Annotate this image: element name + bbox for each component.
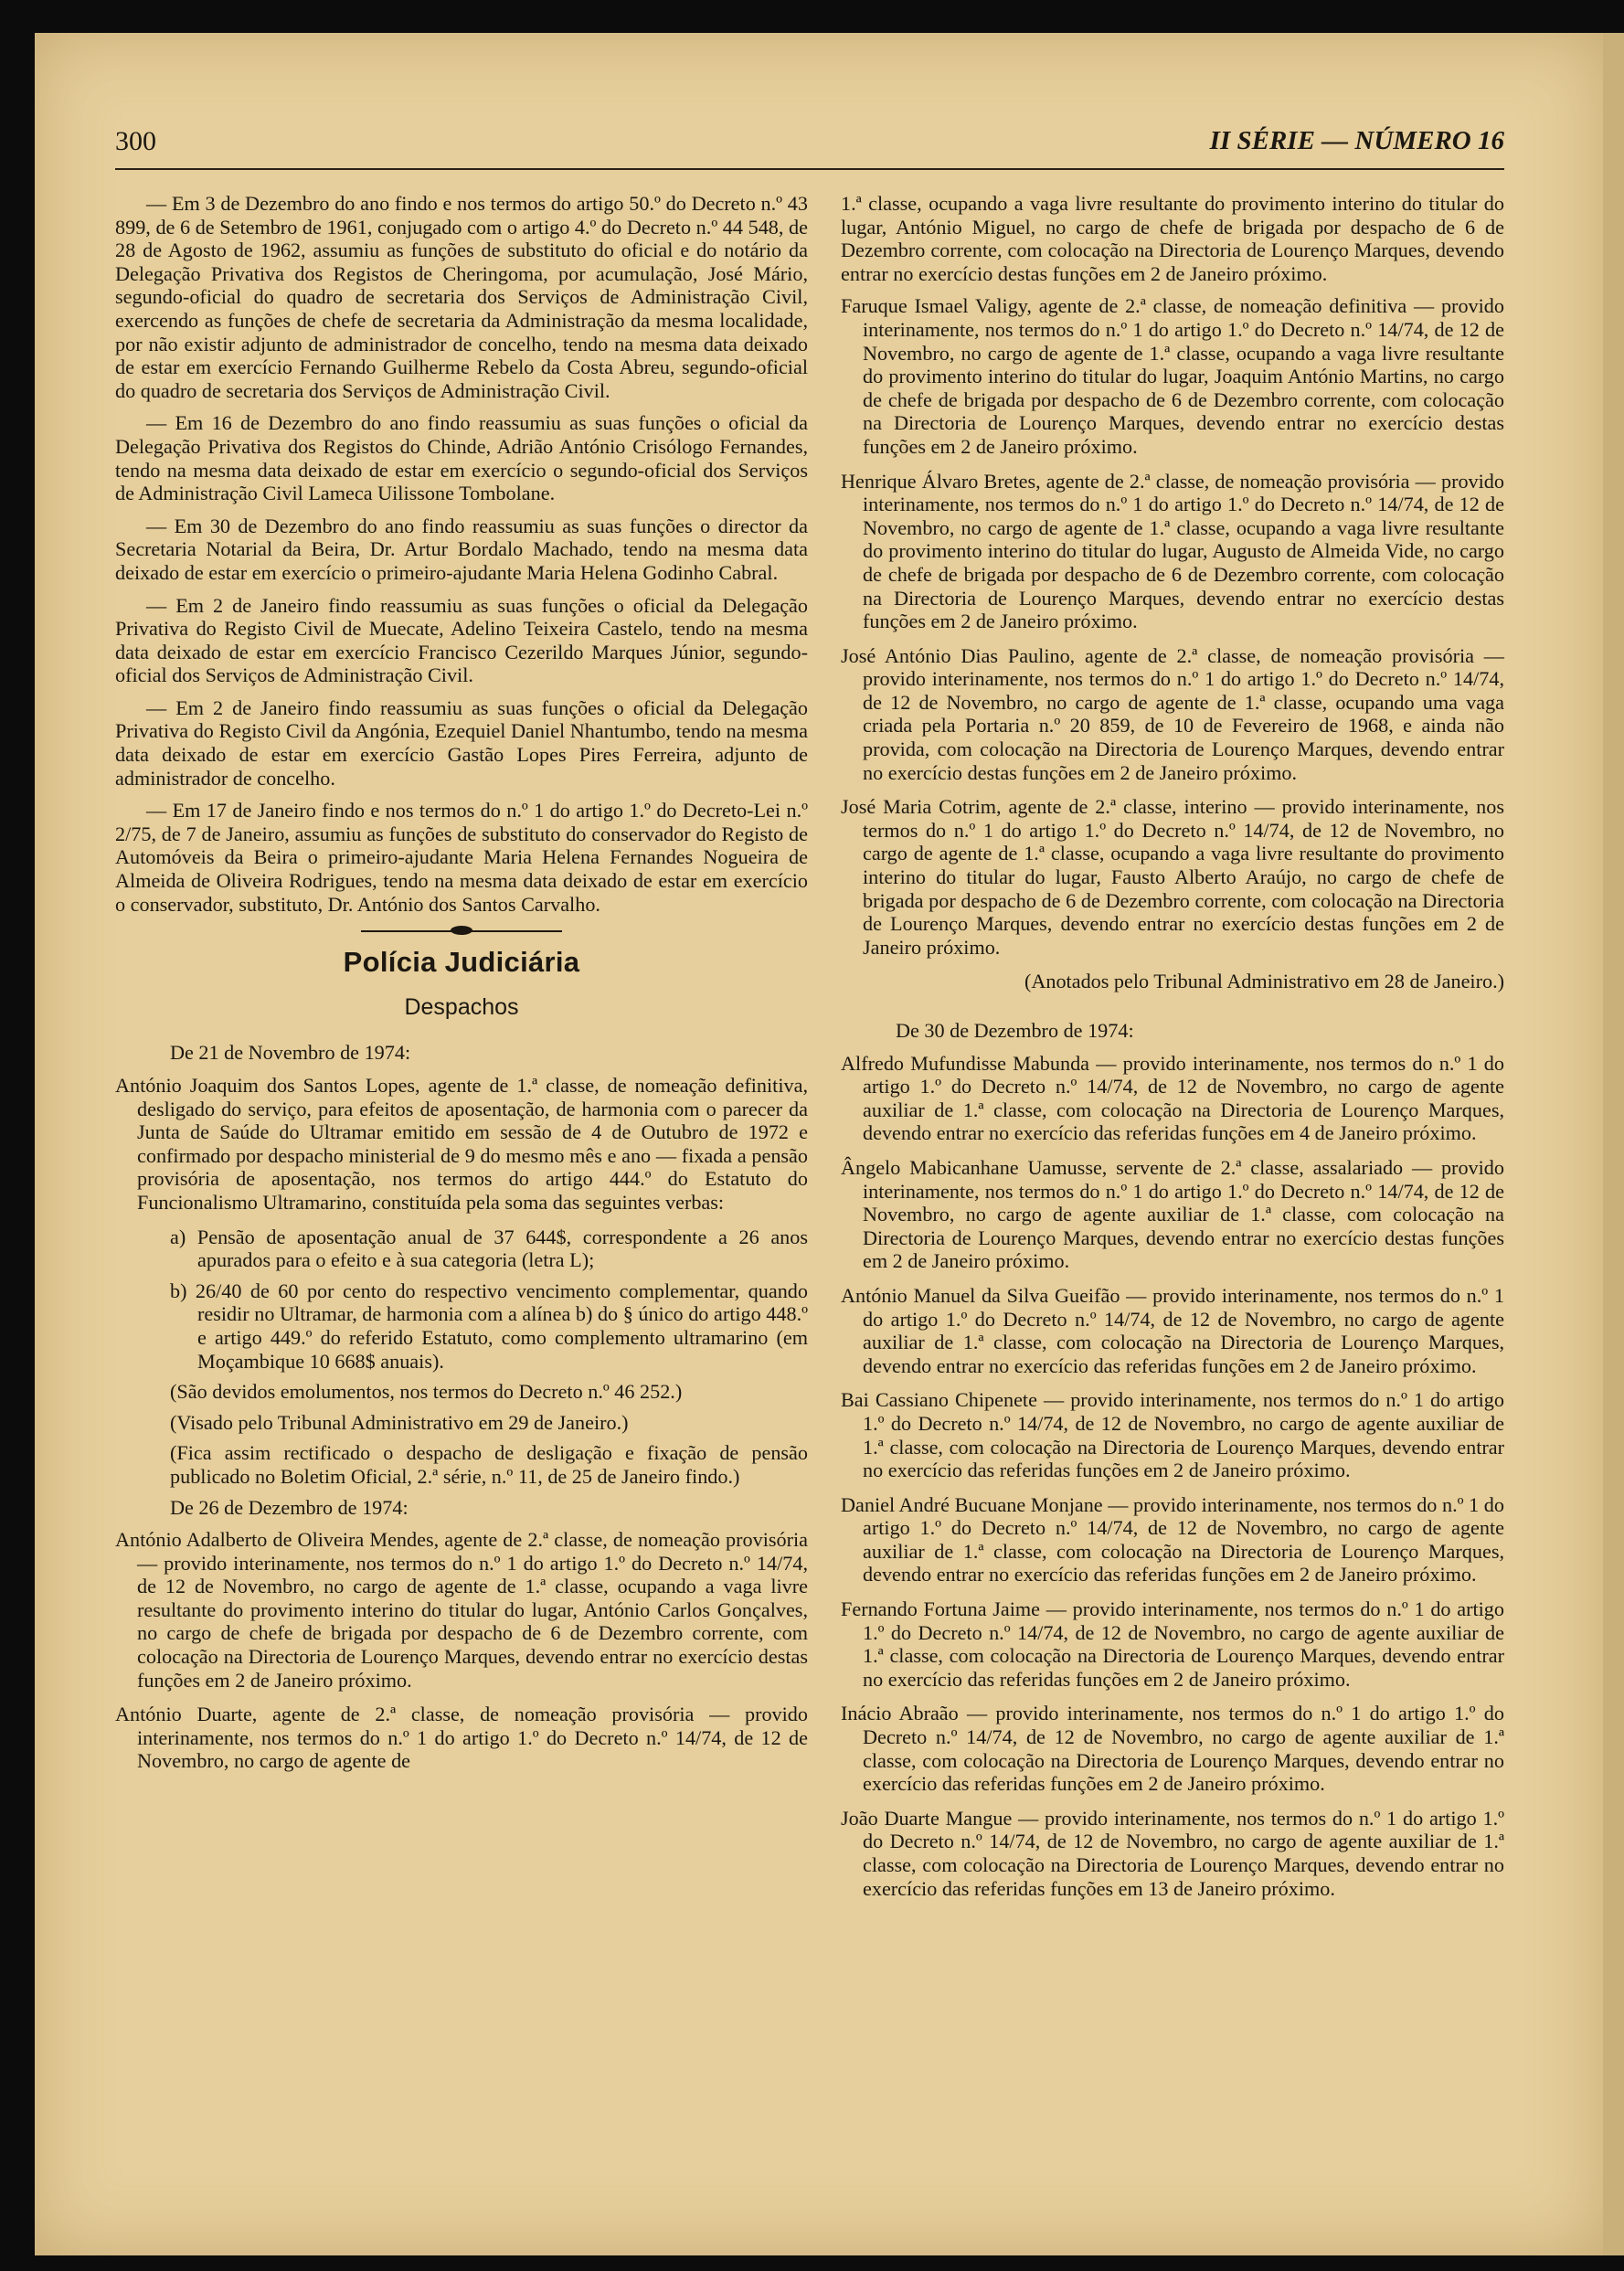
page-number: 300 (115, 126, 156, 156)
entry: António Duarte, agente de 2.ª classe, de nomeação provisória — provido interinamente, nos termos do n.º 1 do artigo 1.º do Decreto n.º 14/74, de 12 de Novembro, no cargo de agente de (115, 1703, 808, 1773)
paragraph: — Em 3 de Dezembro do ano findo e nos termos do artigo 50.º do Decreto n.º 43 899, de 6 de Setembro de 1961, conjugado com o artigo 4.º do Decreto n.º 44 548, de 28 de Agosto de 1962, assumiu as funções de substituto do oficial e do notário da Delegação Privativa dos Registos de Cheringoma, por acumulação, José Mário, segundo-oficial do quadro de secretaria dos Serviços de Administração Civil, exercendo as funções de chefe de secretaria da Administração da mesma localidade, por não existir adjunto de administrador de concelho, tendo na mesma data deixado de estar em exercício Fernando Guilherme Rebelo da Costa Abreu, segundo-oficial do quadro de secretaria dos Serviços de Administração Civil. (115, 192, 808, 402)
note: (Fica assim rectificado o despacho de desligação e fixação de pensão publicado no Boletim Oficial, 2.ª série, n.º 11, de 25 de Janeiro findo.) (170, 1441, 808, 1488)
list-item: b) 26/40 de 60 por cento do respectivo vencimento complementar, quando residir no Ultramar, de harmonia com a alínea b) do § único do artigo 448.º e artigo 449.º do referido Estatuto, como complemento ultramarino (em Moçambique 10 668$ anuais). (170, 1279, 808, 1373)
left-column (115, 192, 808, 1784)
entry: António Manuel da Silva Gueifão — provido interinamente, nos termos do n.º 1 do artigo 1.º do Decreto n.º 14/74, de 12 de Novembro, no cargo de agente auxiliar de 1.ª classe, com colocação na Directoria de Lourenço Marques, devendo entrar no exercício das referidas funções em 2 de Janeiro próximo. (841, 1283, 1504, 1377)
entry: José Maria Cotrim, agente de 2.ª classe, interino — provido interinamente, nos termos do n.º 1 do artigo 1.º do Decreto n.º 14/74, de 12 de Novembro, no cargo de agente de 1.ª classe, ocupando a vaga livre resultante do provimento interino do titular do lugar, Fausto Alberto Araújo, no cargo de chefe de brigada por despacho de 6 de Dezembro corrente, com colocação na Directoria de Lourenço Marques, devendo entrar no exercício destas funções em 2 de Janeiro próximo. (841, 795, 1504, 959)
note: (Anotados pelo Tribunal Administrativo em 28 de Janeiro.) (1024, 970, 1504, 993)
entry: Inácio Abraão — provido interinamente, nos termos do n.º 1 do artigo 1.º do Decreto n.º 14/74, de 12 de Novembro, no cargo de agente auxiliar de 1.ª classe, com colocação na Directoria de Lourenço Marques, devendo entrar no exercício das referidas funções em 2 de Janeiro próximo. (841, 1702, 1504, 1796)
entry: Fernando Fortuna Jaime — provido interinamente, nos termos do n.º 1 do artigo 1.º do Decreto n.º 14/74, de 12 de Novembro, no cargo de agente auxiliar de 1.ª classe, com colocação na Directoria de Lourenço Marques, devendo entrar no exercício das referidas funções em 2 de Janeiro próximo. (841, 1597, 1504, 1691)
entry: António Adalberto de Oliveira Mendes, agente de 2.ª classe, de nomeação provisória — provido interinamente, nos termos do n.º 1 do artigo 1.º do Decreto n.º 14/74, de 12 de Novembro, no cargo de agente de 1.ª classe, ocupando a vaga livre resultante do provimento interino do titular do lugar, António Carlos Gonçalves, no cargo de chefe de brigada por despacho de 6 de Dezembro corrente, com colocação na Directoria de Lourenço Marques, devendo entrar no exercício destas funções em 2 de Janeiro próximo. (115, 1528, 808, 1692)
entry: Daniel André Bucuane Monjane — provido interinamente, nos termos do n.º 1 do artigo 1.º do Decreto n.º 14/74, de 12 de Novembro, no cargo de agente auxiliar de 1.ª classe, com colocação na Directoria de Lourenço Marques, devendo entrar no exercício das referidas funções em 2 de Janeiro próximo. (841, 1492, 1504, 1587)
paragraph: — Em 2 de Janeiro findo reassumiu as suas funções o oficial da Delegação Privativa do Registo Civil da Angónia, Ezequiel Daniel Nhantumbo, tendo na mesma data deixado de estar em exercício Gastão Lopes Pires Ferreira, adjunto de administrador de concelho. (115, 695, 808, 790)
entry: Ângelo Mabicanhane Uamusse, servente de 2.ª classe, assalariado — provido interinamente, nos termos do n.º 1 do artigo 1.º do Decreto n.º 14/74, de 12 de Novembro, no cargo de agente auxiliar de 1.ª classe, com colocação na Directoria de Lourenço Marques, devendo entrar no exercício destas funções em 2 de Janeiro próximo. (841, 1155, 1504, 1273)
paragraph: — Em 2 de Janeiro findo reassumiu as suas funções o oficial da Delegação Privativa do Registo Civil de Muecate, Adelino Teixeira Castelo, tendo na mesma data deixado de estar em exercício Francisco Cezerildo Marques Júnior, segundo-oficial dos Serviços de Administração Civil. (115, 593, 808, 687)
entry: José António Dias Paulino, agente de 2.ª classe, de nomeação provisória — provido interinamente, nos termos do n.º 1 do artigo 1.º do Decreto n.º 14/74, de 12 de Novembro, no cargo de agente de 1.ª classe, ocupando uma vaga criada pela Portaria n.º 20 859, de 10 de Fevereiro de 1968, e ainda não provida, com colocação na Directoria de Lourenço Marques, devendo entrar no exercício destas funções em 2 de Janeiro próximo. (841, 643, 1504, 784)
entry: João Duarte Mangue — provido interinamente, nos termos do n.º 1 do artigo 1.º do Decreto n.º 14/74, de 12 de Novembro, no cargo de agente auxiliar de 1.ª classe, com colocação na Directoria de Lourenço Marques, devendo entrar no exercício das referidas funções em 13 de Janeiro próximo. (841, 1806, 1504, 1900)
running-header (115, 99, 1504, 172)
entry: António Joaquim dos Santos Lopes, agente de 1.ª classe, de nomeação definitiva, desligado do serviço, para efeitos de aposentação, de harmonia com o parecer da Junta de Saúde do Ultramar emitido em sessão de 4 de Outubro de 1972 e confirmado por despacho ministerial de 9 do mesmo mês e ano — fixada a pensão provisória de aposentação, nos termos do artigo 444.º do Estatuto do Funcionalismo Ultramarino, constituída pela soma das seguintes verbas: (115, 1074, 808, 1214)
paragraph: 1.ª classe, ocupando a vaga livre resultante do provimento interino do titular do lugar, António Miguel, no cargo de chefe de brigada por despacho de 6 de Dezembro corrente, com colocação na Directoria de Lourenço Marques, devendo entrar no exercício destas funções em 2 de Janeiro próximo. (841, 192, 1504, 285)
header-rule (115, 168, 1504, 170)
note: (Visado pelo Tribunal Administrativo em 29 de Janeiro.) (170, 1410, 629, 1434)
list-item: a) Pensão de aposentação anual de 37 644$, correspondente a 26 anos apurados para o efeito e à sua categoria (letra L); (170, 1225, 808, 1272)
date-heading: De 21 de Novembro de 1974: (170, 1041, 411, 1065)
section-title: Polícia Judiciária (343, 946, 580, 979)
note: (São devidos emolumentos, nos termos do Decreto n.º 46 252.) (170, 1380, 683, 1404)
date-heading: De 30 de Dezembro de 1974: (896, 1019, 1134, 1042)
entry: Alfredo Mufundisse Mabunda — provido interinamente, nos termos do n.º 1 do artigo 1.º do Decreto n.º 14/74, de 12 de Novembro, no cargo de agente auxiliar de 1.ª classe, com colocação na Directoria de Lourenço Marques, devendo entrar no exercício das referidas funções em 4 de Janeiro próximo. (841, 1051, 1504, 1145)
section-divider (361, 925, 562, 938)
entry: Faruque Ismael Valigy, agente de 2.ª classe, de nomeação definitiva — provido interinamente, nos termos do n.º 1 do artigo 1.º do Decreto n.º 14/74, de 12 de Novembro, no cargo de agente de 1.ª classe, ocupando a vaga livre resultante do provimento interino do titular do lugar, Joaquim António Martins, no cargo de chefe de brigada por despacho de 6 de Dezembro corrente, com colocação na Directoria de Lourenço Marques, devendo entrar no exercício destas funções em 2 de Janeiro próximo. (841, 294, 1504, 458)
right-column (841, 192, 1504, 1911)
paragraph: — Em 16 de Dezembro do ano findo reassumiu as suas funções o oficial da Delegação Privativa dos Registos do Chinde, Adrião António Crisólogo Fernandes, tendo na mesma data deixado de estar em exercício o segundo-oficial dos Serviços de Administração Civil Lameca Uilissone Tombolane. (115, 411, 808, 505)
paragraph: — Em 17 de Janeiro findo e nos termos do n.º 1 do artigo 1.º do Decreto-Lei n.º 2/75, de 7 de Janeiro, assumiu as funções de substituto do conservador do Registo de Automóveis da Beira o primeiro-ajudante Maria Helena Fernandes Nogueira de Almeida de Oliveira Rodrigues, tendo na mesma data deixado de estar em exercício o conservador, substituto, Dr. António dos Santos Carvalho. (115, 799, 808, 916)
series-number: II SÉRIE — NÚMERO 16 (1209, 126, 1504, 155)
date-heading: De 26 de Dezembro de 1974: (170, 1495, 409, 1519)
paragraph: — Em 30 de Dezembro do ano findo reassumiu as suas funções o director da Secretaria Notarial da Beira, Dr. Artur Bordalo Machado, tendo na mesma data deixado de estar em exercício o primeiro-ajudante Maria Helena Godinho Cabral. (115, 514, 808, 584)
entry: Bai Cassiano Chipenete — provido interinamente, nos termos do n.º 1 do artigo 1.º do Decreto n.º 14/74, de 12 de Novembro, no cargo de agente auxiliar de 1.ª classe, com colocação na Directoria de Lourenço Marques, devendo entrar no exercício das referidas funções em 2 de Janeiro próximo. (841, 1388, 1504, 1482)
entry: Henrique Álvaro Bretes, agente de 2.ª classe, de nomeação provisória — provido interinamente, nos termos do n.º 1 do artigo 1.º do Decreto n.º 14/74, de 12 de Novembro, no cargo de agente de 1.ª classe, ocupando a vaga livre resultante do provimento interino do titular do lugar, Augusto de Almeida Vide, no cargo de chefe de brigada por despacho de 6 de Dezembro corrente, com colocação na Directoria de Lourenço Marques, devendo entrar no exercício destas funções em 2 de Janeiro próximo. (841, 469, 1504, 633)
section-subtitle: Despachos (404, 993, 519, 1020)
page-edge (1603, 33, 1624, 2255)
